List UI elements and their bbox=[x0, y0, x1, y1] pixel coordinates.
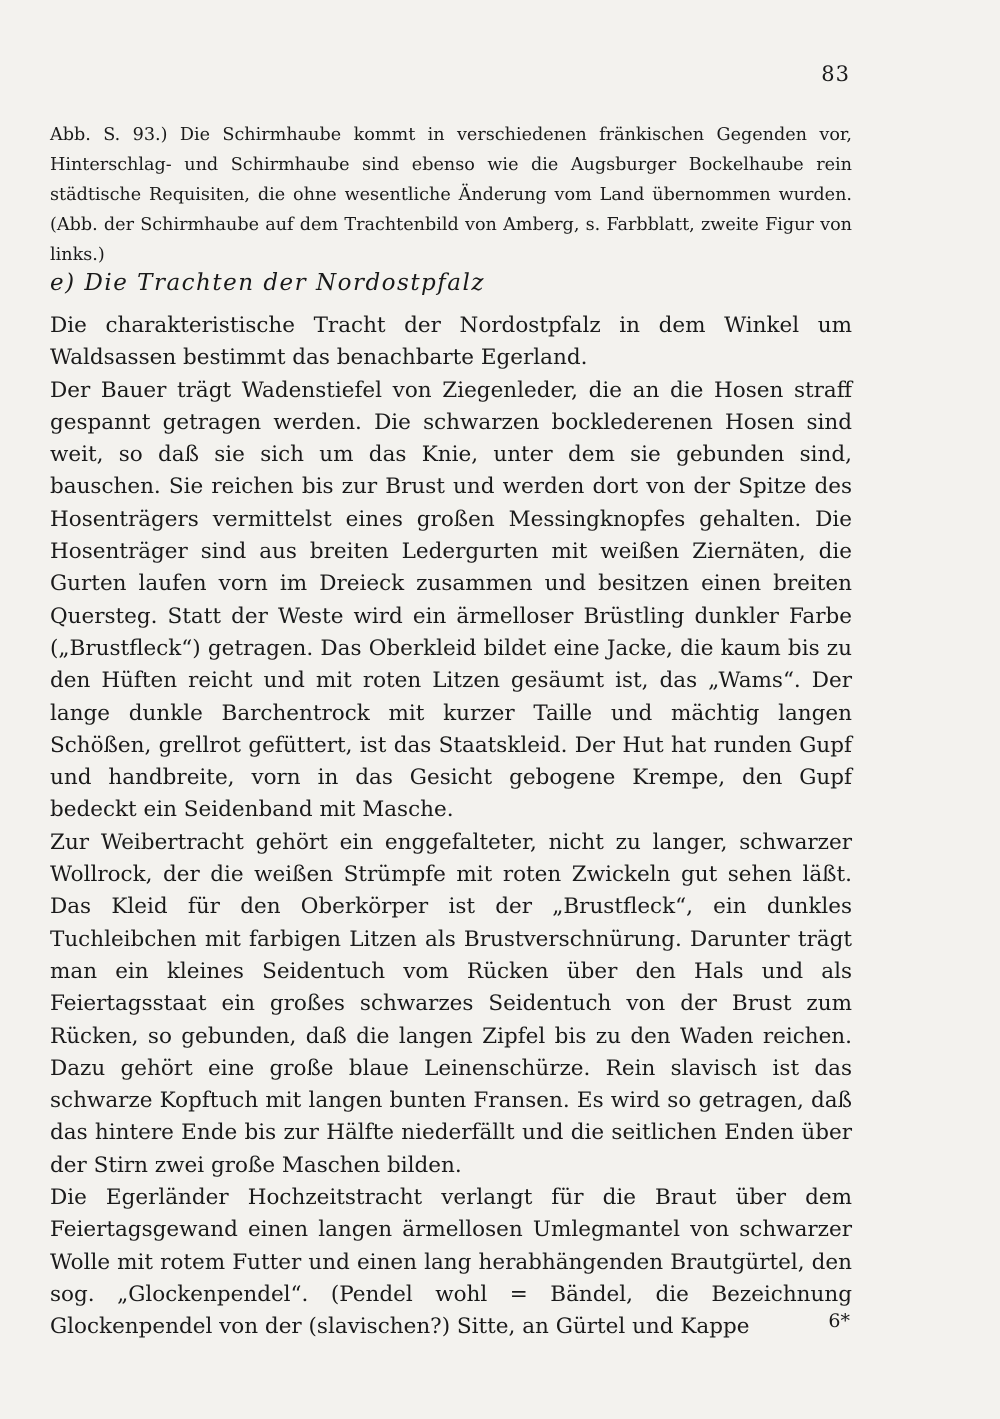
sheet-signature: 6* bbox=[828, 1310, 850, 1332]
intro-paragraph bbox=[50, 120, 852, 270]
paragraph: Die Egerländer Hochzeitstracht verlangt für die Braut über dem Feiertagsgewand einen langen ärmellosen Umlegmantel von schwarzer Wolle mit rotem Futter und einen lang herabhängenden Brautgürtel, den sog. „Glockenpendel“. (Pendel wohl = Bändel, die Bezeichnung Glockenpendel von der (slavischen?) Sitte, an Gürtel und Kappe bbox=[50, 1185, 852, 1340]
paragraph: Die charakteristische Tracht der Nordostpfalz in dem Winkel um Waldsassen bestimmt das benachbarte Egerland. bbox=[50, 313, 852, 371]
paragraph: Der Bauer trägt Wadenstiefel von Ziegenleder, die an die Hosen straff gespannt getragen werden. Die schwarzen bocklederenen Hosen sind weit, so daß sie sich um das Knie, unter dem sie gebunden sind, bauschen. Sie reichen bis zur Brust und werden dort von der Spitze des Hosenträgers vermittelst eines großen Messingknopfes gehalten. Die Hosenträger sind aus breiten Ledergurten mit weißen Ziernäten, die Gurten laufen vorn im Dreieck zusammen und besitzen einen breiten Quersteg. Statt der Weste wird ein ärmelloser Brüstling dunkler Farbe („Brustfleck“) getragen. Das Oberkleid bildet eine Jacke, die kaum bis zu den Hüften reicht und mit roten Litzen gesäumt ist, das „Wams“. Der lange dunkle Barchentrock mit kurzer Taille und mächtig langen Schößen, grellrot gefüttert, ist das Staatskleid. Der Hut hat runden Gupf und handbreite, vorn in das Gesicht gebogene Krempe, den Gupf bedeckt ein Seidenband mit Masche. bbox=[50, 377, 852, 823]
body-text bbox=[50, 310, 852, 1344]
section-heading: e) Die Trachten der Nordostpfalz bbox=[50, 270, 485, 296]
paragraph: Zur Weibertracht gehört ein enggefalteter, nicht zu langer, schwarzer Wollrock, der die weißen Strümpfe mit roten Zwickeln gut sehen läßt. Das Kleid für den Oberkörper ist der „Brustfleck“, ein dunkles Tuchleibchen mit farbigen Litzen als Brustverschnürung. Darunter trägt man ein kleines Seidentuch vom Rücken über den Hals und als Feiertagsstaat ein großes schwarzes Seidentuch von der Brust zum Rücken, so gebunden, daß die langen Zipfel bis zu den Waden reichen. Dazu gehört eine große blaue Leinenschürze. Rein slavisch ist das schwarze Kopftuch mit langen bunten Fransen. Es wird so getragen, daß das hintere Ende bis zur Hälfte niederfällt und die seitlichen Enden über der Stirn zwei große Maschen bilden. bbox=[50, 829, 852, 1178]
page-number: 83 bbox=[821, 62, 850, 86]
intro-text: Abb. S. 93.) Die Schirmhaube kommt in verschiedenen fränkischen Gegenden vor, Hinterschlag- und Schirmhaube sind ebenso wie die Augsburger Bockelhaube rein städtische Requisiten, die ohne wesentliche Änderung vom Land übernommen wurden. (Abb. der Schirmhaube auf dem Trachtenbild von Amberg, s. Farbblatt, zweite Figur von links.) bbox=[50, 125, 852, 265]
